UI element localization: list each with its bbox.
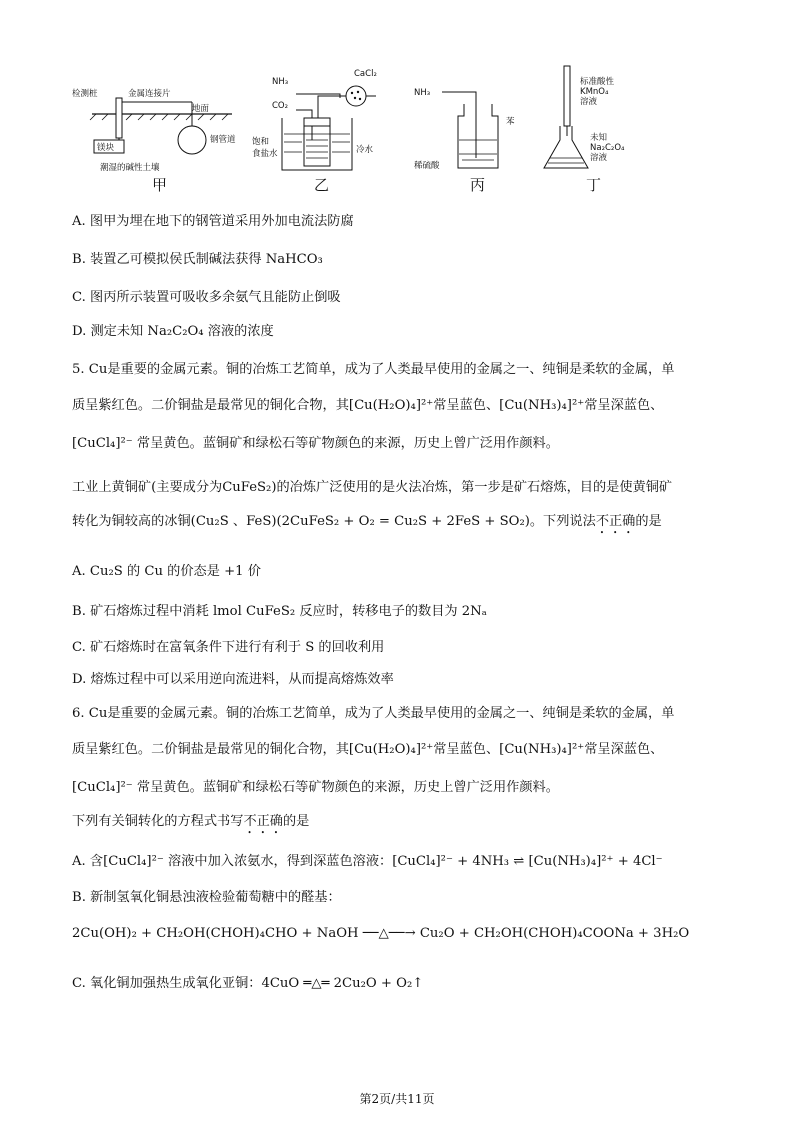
ding-std-label-2: KMnO₄ bbox=[580, 87, 609, 97]
ding-unknown-label-2: Na₂C₂O₄ bbox=[590, 143, 625, 153]
yi-brine-label-2: 食盐水 bbox=[252, 149, 278, 159]
q5-stem-line-2 bbox=[72, 512, 662, 537]
bing-benzene-label: 苯 bbox=[506, 117, 515, 127]
q5-stem-line-1: 工业上黄铜矿(主要成分为CuFeS₂)的冶炼广泛使用的是火法冶炼，第一步是矿石熔炼，目的是使黄铜矿 bbox=[72, 480, 673, 495]
page-footer: 第2页/共11页 bbox=[359, 1092, 435, 1106]
figure-bing bbox=[412, 62, 542, 194]
apparatus-figures bbox=[72, 62, 732, 202]
q5-option-d: D. 熔炼过程中可以采用逆向流进料，从而提高熔炼效率 bbox=[72, 672, 394, 687]
jia-ground-label: 地面 bbox=[192, 104, 210, 114]
q5-stem-text: 转化为铜较高的冰铜(Cu₂S 、FeS)(2CuFeS₂ + O₂ = Cu₂S + 2FeS + SO₂)。下列说法 bbox=[72, 514, 596, 529]
q5-intro-line-1: 5. Cu是重要的金属元素。铜的冶炼工艺简单，成为了人类最早使用的金属之一、纯铜是柔软的金属，单 bbox=[72, 362, 675, 377]
figure-jia-drawing bbox=[72, 62, 242, 172]
yi-cacl2-label: CaCl₂ bbox=[354, 69, 377, 79]
jia-mg-label: 镁块 bbox=[97, 143, 115, 153]
jia-soil-label: 潮湿的碱性土壤 bbox=[100, 163, 160, 172]
figure-ding bbox=[540, 62, 680, 194]
jia-connector-label: 金属连接片 bbox=[128, 89, 171, 99]
q6-intro-line-1: 6. Cu是重要的金属元素。铜的冶炼工艺简单，成为了人类最早使用的金属之一、纯铜是柔软的金属，单 bbox=[72, 706, 675, 721]
figure-yi bbox=[252, 62, 402, 194]
q6-option-b-equation: 2Cu(OH)₂ + CH₂OH(CHOH)₄CHO + NaOH ──△──→ Cu₂O + CH₂OH(CHOH)₄COONa + 3H₂O bbox=[72, 926, 690, 941]
ding-unknown-label-1: 未知 bbox=[590, 133, 608, 143]
q6-stem-text: 下列有关铜转化的方程式书写 bbox=[72, 814, 244, 829]
ding-std-label-1: 标准酸性 bbox=[580, 77, 615, 87]
q4-option-b: B. 装置乙可模拟侯氏制碱法获得 NaHCO₃ bbox=[72, 252, 323, 267]
q6-option-a: A. 含[CuCl₄]²⁻ 溶液中加入浓氨水，得到深蓝色溶液：[CuCl₄]²⁻ + 4NH₃ ⇌ [Cu(NH₃)₄]²⁺ + 4Cl⁻ bbox=[72, 854, 663, 869]
figure-jia-caption: 甲 bbox=[152, 176, 168, 194]
figure-bing-caption: 丙 bbox=[470, 176, 486, 194]
yi-nh3-label: NH₃ bbox=[272, 77, 289, 87]
q6-stem bbox=[72, 812, 309, 837]
q5-option-c: C. 矿石熔炼时在富氧条件下进行有利于 S 的回收利用 bbox=[72, 640, 385, 655]
jia-probe-label: 检测桩 bbox=[72, 89, 98, 99]
figure-yi-caption: 乙 bbox=[314, 176, 330, 194]
yi-cold-label: 冷水 bbox=[356, 145, 374, 155]
ding-unknown-label-3: 溶液 bbox=[590, 153, 608, 163]
figure-ding-drawing bbox=[540, 62, 680, 177]
figure-ding-caption: 丁 bbox=[586, 176, 602, 194]
q6-stem-emphasis: 不正确 bbox=[243, 814, 283, 829]
bing-acid-label: 稀硫酸 bbox=[414, 161, 440, 171]
q4-option-a: A. 图甲为埋在地下的钢管道采用外加电流法防腐 bbox=[72, 214, 354, 229]
q5-intro-line-3: [CuCl₄]²⁻ 常呈黄色。蓝铜矿和绿松石等矿物颜色的来源，历史上曾广泛用作颜料。 bbox=[72, 436, 559, 451]
bing-nh3-label: NH₃ bbox=[414, 88, 431, 98]
q5-option-b: B. 矿石熔炼过程中消耗 lmol CuFeS₂ 反应时，转移电子的数目为 2Nₐ bbox=[72, 604, 487, 619]
q5-stem-emphasis: 不正确 bbox=[595, 514, 636, 529]
figure-yi-drawing bbox=[252, 62, 402, 177]
q6-intro-line-2: 质呈紫红色。二价铜盐是最常见的铜化合物，其[Cu(H₂O)₄]²⁺常呈蓝色、[Cu(NH₃)₄]²⁺常呈深蓝色、 bbox=[72, 742, 664, 757]
figure-bing-drawing bbox=[412, 62, 542, 177]
q5-stem-tail: 的是 bbox=[635, 514, 662, 529]
q5-option-a: A. Cu₂S 的 Cu 的价态是 +1 价 bbox=[72, 564, 261, 579]
q6-option-b: B. 新制氢氧化铜悬浊液检验葡萄糖中的醛基： bbox=[72, 890, 341, 905]
figure-jia bbox=[72, 62, 242, 194]
q6-intro-line-3: [CuCl₄]²⁻ 常呈黄色。蓝铜矿和绿松石等矿物颜色的来源，历史上曾广泛用作颜料。 bbox=[72, 780, 559, 795]
q5-intro-line-2: 质呈紫红色。二价铜盐是最常见的铜化合物，其[Cu(H₂O)₄]²⁺常呈蓝色、[Cu(NH₃)₄]²⁺常呈深蓝色、 bbox=[72, 398, 664, 413]
q6-option-c: C. 氧化铜加强热生成氧化亚铜：4CuO ═△═ 2Cu₂O + O₂↑ bbox=[72, 976, 424, 991]
ding-std-label-3: 溶液 bbox=[580, 97, 598, 107]
yi-brine-label-1: 饱和 bbox=[252, 137, 270, 147]
yi-co2-label: CO₂ bbox=[272, 101, 289, 111]
jia-pipe-label: 钢管道 bbox=[210, 135, 236, 145]
q6-stem-tail: 的是 bbox=[283, 814, 310, 829]
q4-option-c: C. 图丙所示装置可吸收多余氨气且能防止倒吸 bbox=[72, 290, 341, 305]
q4-option-d: D. 测定未知 Na₂C₂O₄ 溶液的浓度 bbox=[72, 324, 274, 339]
